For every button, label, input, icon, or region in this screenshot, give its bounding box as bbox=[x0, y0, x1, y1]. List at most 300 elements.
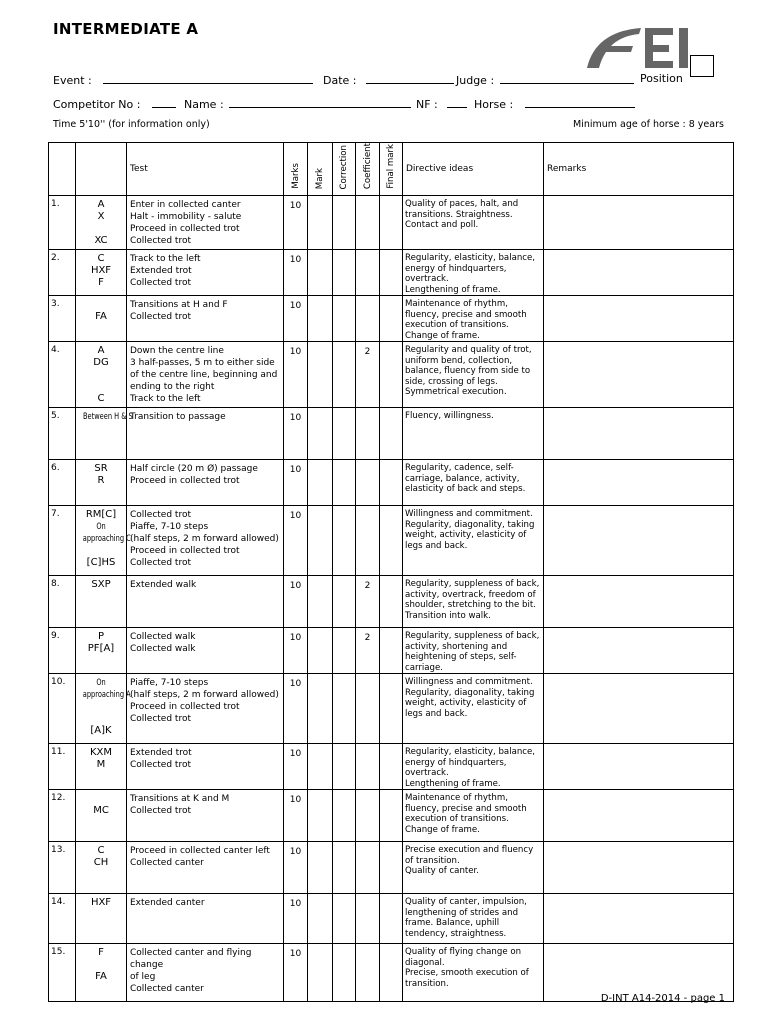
coefficient-value bbox=[356, 250, 380, 296]
directive-line: Lengthening of frame. bbox=[405, 778, 501, 789]
test-line: Extended trot bbox=[130, 266, 192, 277]
movement-number bbox=[49, 196, 76, 250]
table-body bbox=[49, 196, 734, 1002]
coefficient-value bbox=[356, 894, 380, 944]
movement-number-text: 3. bbox=[51, 299, 60, 310]
test-line: Collected walk bbox=[130, 644, 196, 655]
directive-line: frame. Balance, uphill bbox=[405, 918, 500, 929]
test-line: Down the centre line bbox=[130, 346, 224, 357]
test-line: 3 half-passes, 5 m to either side bbox=[130, 358, 275, 369]
header-directive: Directive ideas bbox=[403, 143, 544, 196]
mark-input-cell[interactable] bbox=[308, 408, 333, 460]
coefficient-value bbox=[356, 296, 380, 342]
directive-ideas bbox=[403, 460, 544, 506]
coefficient-value bbox=[356, 944, 380, 1002]
mark-input-cell[interactable] bbox=[308, 576, 333, 628]
letter-line: SR bbox=[94, 463, 108, 475]
date-input-line[interactable] bbox=[366, 72, 454, 84]
remarks-input-cell[interactable] bbox=[544, 296, 734, 342]
coefficient-value bbox=[356, 744, 380, 790]
directive-line: Lengthening of frame. bbox=[405, 284, 501, 295]
test-line: Extended canter bbox=[130, 898, 205, 909]
movement-number bbox=[49, 506, 76, 576]
final-mark-input-cell[interactable] bbox=[380, 744, 403, 790]
max-marks: 10 bbox=[284, 342, 308, 408]
header-mark: Mark bbox=[308, 143, 333, 196]
test-line: Proceed in collected trot bbox=[130, 546, 240, 557]
directive-line: Precise, smooth execution of bbox=[405, 968, 529, 979]
letter-line bbox=[76, 701, 126, 713]
letter-line: MC bbox=[93, 805, 109, 817]
header-test: Test bbox=[127, 143, 284, 196]
remarks-input-cell[interactable] bbox=[544, 576, 734, 628]
movement-number-text: 12. bbox=[51, 793, 66, 804]
directive-line: fluency, precise and smooth bbox=[405, 803, 527, 814]
final-mark-input-cell[interactable] bbox=[380, 408, 403, 460]
remarks-input-cell[interactable] bbox=[544, 408, 734, 460]
final-mark-input-cell[interactable] bbox=[380, 342, 403, 408]
letter-line: On bbox=[96, 522, 106, 533]
max-marks: 10 bbox=[284, 842, 308, 894]
header-remarks: Remarks bbox=[544, 143, 734, 196]
test-line: Collected canter and flying change bbox=[130, 948, 252, 971]
arena-letters bbox=[76, 842, 127, 894]
correction-input-cell[interactable] bbox=[333, 460, 356, 506]
test-description bbox=[127, 506, 284, 576]
mark-input-cell[interactable] bbox=[308, 296, 333, 342]
directive-line: Change of frame. bbox=[405, 824, 480, 835]
event-label: Event : bbox=[53, 74, 92, 87]
mark-input-cell[interactable] bbox=[308, 628, 333, 674]
mark-input-cell[interactable] bbox=[308, 842, 333, 894]
event-field[interactable] bbox=[53, 72, 313, 87]
max-marks: 10 bbox=[284, 196, 308, 250]
test-line: Collected trot bbox=[130, 236, 191, 247]
movement-number-text: 15. bbox=[51, 947, 66, 958]
letter-line: Between H & S bbox=[83, 412, 133, 423]
final-mark-input-cell[interactable] bbox=[380, 944, 403, 1002]
movement-number bbox=[49, 628, 76, 674]
arena-letters bbox=[76, 296, 127, 342]
arena-letters bbox=[76, 790, 127, 842]
directive-line: overtrack. bbox=[405, 768, 449, 779]
directive-line: Quality of canter. bbox=[405, 866, 480, 877]
test-description bbox=[127, 342, 284, 408]
correction-input-cell[interactable] bbox=[333, 576, 356, 628]
name-label: Name : bbox=[184, 98, 224, 111]
coefficient-value: 2 bbox=[356, 342, 380, 408]
directive-line: Transition into walk. bbox=[405, 610, 491, 621]
mark-input-cell[interactable] bbox=[308, 460, 333, 506]
remarks-input-cell[interactable] bbox=[544, 894, 734, 944]
test-line: of leg bbox=[130, 972, 156, 983]
test-line: ending to the right bbox=[130, 382, 215, 393]
letter-line: PF[A] bbox=[87, 643, 115, 655]
judge-input-line[interactable] bbox=[500, 72, 634, 84]
test-description bbox=[127, 894, 284, 944]
correction-input-cell[interactable] bbox=[333, 408, 356, 460]
max-marks: 10 bbox=[284, 944, 308, 1002]
mark-input-cell[interactable] bbox=[308, 506, 333, 576]
movement-number bbox=[49, 408, 76, 460]
directive-line: Fluency, willingness. bbox=[405, 411, 494, 422]
test-line: Transitions at H and F bbox=[130, 300, 228, 311]
letter-line-wrap bbox=[76, 533, 131, 545]
movement-number bbox=[49, 674, 76, 744]
remarks-input-cell[interactable] bbox=[544, 744, 734, 790]
directive-line: activity, overtrack, freedom of bbox=[405, 589, 536, 600]
directive-line: fluency, precise and smooth bbox=[405, 309, 527, 320]
mark-input-cell[interactable] bbox=[308, 894, 333, 944]
correction-input-cell[interactable] bbox=[333, 506, 356, 576]
mark-input-cell[interactable] bbox=[308, 944, 333, 1002]
movement-number bbox=[49, 744, 76, 790]
arena-letters bbox=[76, 342, 127, 408]
movement-number-text: 2. bbox=[51, 253, 60, 264]
max-marks: 10 bbox=[284, 506, 308, 576]
final-mark-input-cell[interactable] bbox=[380, 628, 403, 674]
letter-line-wrap bbox=[76, 411, 133, 423]
directive-line: weight, activity, elasticity of bbox=[405, 698, 527, 709]
horse-label: Horse : bbox=[474, 98, 514, 111]
directive-line: uniform bend, collection, bbox=[405, 355, 513, 366]
nf-field[interactable] bbox=[416, 96, 467, 111]
mark-input-cell[interactable] bbox=[308, 790, 333, 842]
correction-input-cell[interactable] bbox=[333, 842, 356, 894]
movement-number bbox=[49, 460, 76, 506]
table-row bbox=[49, 342, 734, 408]
directive-line: shoulder, stretching to the bit. bbox=[405, 600, 536, 611]
movement-number-text: 10. bbox=[51, 677, 66, 688]
directive-line: Regularity, diagonality, taking bbox=[405, 519, 535, 530]
movement-number bbox=[49, 944, 76, 1002]
directive-line: Willingness and commitment. bbox=[405, 509, 533, 520]
final-mark-input-cell[interactable] bbox=[380, 842, 403, 894]
test-line: Track to the left bbox=[130, 254, 201, 265]
test-line: Proceed in collected canter left bbox=[130, 846, 270, 857]
test-line: Extended trot bbox=[130, 748, 192, 759]
table-row bbox=[49, 674, 734, 744]
letter-line bbox=[76, 545, 126, 557]
movement-number-text: 11. bbox=[51, 747, 66, 758]
mark-input-cell[interactable] bbox=[308, 342, 333, 408]
correction-input-cell[interactable] bbox=[333, 744, 356, 790]
test-line: Collected trot bbox=[130, 558, 191, 569]
directive-ideas bbox=[403, 408, 544, 460]
letter-line: A bbox=[97, 345, 105, 357]
event-input-line[interactable] bbox=[103, 72, 313, 84]
letter-line: DG bbox=[93, 357, 109, 369]
remarks-input-cell[interactable] bbox=[544, 628, 734, 674]
movement-number bbox=[49, 250, 76, 296]
correction-input-cell[interactable] bbox=[333, 790, 356, 842]
final-mark-input-cell[interactable] bbox=[380, 674, 403, 744]
coefficient-value bbox=[356, 506, 380, 576]
mark-input-cell[interactable] bbox=[308, 674, 333, 744]
arena-letters bbox=[76, 944, 127, 1002]
max-marks: 10 bbox=[284, 576, 308, 628]
coefficient-value bbox=[356, 408, 380, 460]
competitor-input-line[interactable] bbox=[152, 96, 176, 108]
mark-input-cell[interactable] bbox=[308, 744, 333, 790]
directive-line: Contact and poll. bbox=[405, 220, 479, 231]
position-box[interactable] bbox=[690, 55, 714, 77]
letter-line: [C]HS bbox=[86, 557, 116, 569]
directive-line: Regularity, elasticity, balance, bbox=[405, 747, 536, 758]
arena-letters bbox=[76, 894, 127, 944]
directive-line: Regularity, elasticity, balance, bbox=[405, 253, 536, 264]
max-marks: 10 bbox=[284, 674, 308, 744]
directive-line: legs and back. bbox=[405, 540, 468, 551]
max-marks: 10 bbox=[284, 894, 308, 944]
directive-ideas bbox=[403, 250, 544, 296]
judge-label: Judge : bbox=[456, 74, 495, 87]
final-mark-input-cell[interactable] bbox=[380, 196, 403, 250]
test-description bbox=[127, 944, 284, 1002]
arena-letters bbox=[76, 460, 127, 506]
movement-number bbox=[49, 576, 76, 628]
date-field[interactable] bbox=[323, 72, 454, 87]
table-row bbox=[49, 894, 734, 944]
directive-line: Quality of paces, halt, and bbox=[405, 199, 519, 210]
movement-number-text: 9. bbox=[51, 631, 60, 642]
directive-ideas bbox=[403, 944, 544, 1002]
correction-input-cell[interactable] bbox=[333, 250, 356, 296]
final-mark-input-cell[interactable] bbox=[380, 506, 403, 576]
movement-number-text: 7. bbox=[51, 509, 60, 520]
final-mark-input-cell[interactable] bbox=[380, 576, 403, 628]
letter-line bbox=[76, 223, 126, 235]
test-line: Collected walk bbox=[130, 632, 196, 643]
table-row bbox=[49, 628, 734, 674]
judge-field[interactable] bbox=[456, 72, 634, 87]
remarks-input-cell[interactable] bbox=[544, 506, 734, 576]
directive-line: Regularity, diagonality, taking bbox=[405, 687, 535, 698]
nf-input-line[interactable] bbox=[447, 96, 467, 108]
test-description bbox=[127, 628, 284, 674]
letter-line: approaching A bbox=[82, 690, 131, 701]
directive-ideas bbox=[403, 790, 544, 842]
test-line: Halt - immobility - salute bbox=[130, 212, 242, 223]
directive-line: Regularity, cadence, self- bbox=[405, 463, 514, 474]
letter-line: FA bbox=[95, 971, 107, 983]
directive-line: legs and back. bbox=[405, 708, 468, 719]
coefficient-value: 2 bbox=[356, 628, 380, 674]
arena-letters bbox=[76, 250, 127, 296]
letter-line: A bbox=[97, 199, 105, 211]
correction-input-cell[interactable] bbox=[333, 196, 356, 250]
test-line: Track to the left bbox=[130, 394, 201, 405]
letter-line: SXP bbox=[91, 579, 111, 591]
letter-line: On bbox=[96, 678, 106, 689]
final-mark-input-cell[interactable] bbox=[380, 250, 403, 296]
test-line: Proceed in collected trot bbox=[130, 702, 240, 713]
directive-line: Quality of canter, impulsion, bbox=[405, 897, 527, 908]
test-description bbox=[127, 790, 284, 842]
directive-ideas bbox=[403, 842, 544, 894]
movement-number-text: 14. bbox=[51, 897, 66, 908]
correction-input-cell[interactable] bbox=[333, 944, 356, 1002]
horse-input-line[interactable] bbox=[525, 96, 635, 108]
remarks-input-cell[interactable] bbox=[544, 460, 734, 506]
directive-ideas bbox=[403, 744, 544, 790]
max-marks: 10 bbox=[284, 296, 308, 342]
directive-line: transitions. Straightness. bbox=[405, 209, 513, 220]
competitor-field[interactable] bbox=[53, 96, 176, 111]
letter-line: FA bbox=[95, 311, 107, 323]
test-description bbox=[127, 296, 284, 342]
test-line: Half circle (20 m Ø) passage bbox=[130, 464, 258, 475]
letter-line: M bbox=[96, 759, 106, 771]
max-marks: 10 bbox=[284, 250, 308, 296]
remarks-input-cell[interactable] bbox=[544, 342, 734, 408]
nf-label: NF : bbox=[416, 98, 438, 111]
test-line: Collected trot bbox=[130, 806, 191, 817]
mark-input-cell[interactable] bbox=[308, 250, 333, 296]
test-description bbox=[127, 250, 284, 296]
movement-number bbox=[49, 296, 76, 342]
letter-line: [A]K bbox=[90, 725, 112, 737]
test-description bbox=[127, 408, 284, 460]
directive-line: activity, shortening and bbox=[405, 641, 508, 652]
correction-input-cell[interactable] bbox=[333, 894, 356, 944]
header-marks: Marks bbox=[284, 143, 308, 196]
test-line: Enter in collected canter bbox=[130, 200, 241, 211]
mark-input-cell[interactable] bbox=[308, 196, 333, 250]
letter-line: CH bbox=[93, 857, 109, 869]
letter-line-wrap bbox=[76, 677, 126, 689]
coefficient-value bbox=[356, 842, 380, 894]
name-field[interactable] bbox=[184, 96, 411, 111]
directive-line: balance, fluency from side to bbox=[405, 366, 531, 377]
coefficient-value bbox=[356, 790, 380, 842]
test-line: Collected canter bbox=[130, 984, 204, 995]
correction-input-cell[interactable] bbox=[333, 296, 356, 342]
final-mark-input-cell[interactable] bbox=[380, 296, 403, 342]
letter-line: KXM bbox=[89, 747, 113, 759]
max-marks: 10 bbox=[284, 628, 308, 674]
header-letters bbox=[76, 143, 127, 196]
movement-number-text: 5. bbox=[51, 411, 60, 422]
letter-line: R bbox=[97, 475, 105, 487]
test-line: Transitions at K and M bbox=[130, 794, 230, 805]
test-line: Collected trot bbox=[130, 510, 191, 521]
remarks-input-cell[interactable] bbox=[544, 790, 734, 842]
remarks-input-cell[interactable] bbox=[544, 674, 734, 744]
directive-line: overtrack. bbox=[405, 274, 449, 285]
max-marks: 10 bbox=[284, 744, 308, 790]
correction-input-cell[interactable] bbox=[333, 342, 356, 408]
directive-line: heightening of steps, self- bbox=[405, 652, 517, 663]
test-line: Collected trot bbox=[130, 714, 191, 725]
final-mark-input-cell[interactable] bbox=[380, 790, 403, 842]
arena-letters bbox=[76, 744, 127, 790]
test-line: Collected trot bbox=[130, 278, 191, 289]
letter-line: RM[C] bbox=[85, 509, 117, 521]
test-line: Proceed in collected trot bbox=[130, 476, 240, 487]
letter-line: approaching C bbox=[82, 534, 131, 545]
correction-input-cell[interactable] bbox=[333, 674, 356, 744]
directive-line: carriage, balance, activity, bbox=[405, 473, 520, 484]
movement-number-text: 4. bbox=[51, 345, 60, 356]
directive-ideas bbox=[403, 674, 544, 744]
directive-line: lengthening of strides and bbox=[405, 907, 519, 918]
letter-line: F bbox=[98, 277, 104, 289]
test-description bbox=[127, 460, 284, 506]
test-sheet-table bbox=[48, 142, 734, 1002]
table-row bbox=[49, 790, 734, 842]
movement-number bbox=[49, 842, 76, 894]
directive-line: elasticity of back and steps. bbox=[405, 484, 526, 495]
movement-number bbox=[49, 790, 76, 842]
arena-letters bbox=[76, 628, 127, 674]
correction-input-cell[interactable] bbox=[333, 628, 356, 674]
directive-ideas bbox=[403, 196, 544, 250]
test-description bbox=[127, 744, 284, 790]
test-line: Piaffe, 7-10 steps bbox=[130, 678, 209, 689]
movement-number bbox=[49, 894, 76, 944]
min-age-note: Minimum age of horse : 8 years bbox=[573, 119, 724, 130]
max-marks: 10 bbox=[284, 460, 308, 506]
directive-ideas bbox=[403, 506, 544, 576]
table-row bbox=[49, 506, 734, 576]
letter-line bbox=[76, 369, 126, 381]
letter-line: HXF bbox=[90, 265, 112, 277]
directive-line: Precise execution and fluency bbox=[405, 845, 534, 856]
test-line: Piaffe, 7-10 steps bbox=[130, 522, 209, 533]
remarks-input-cell[interactable] bbox=[544, 196, 734, 250]
test-line: Collected trot bbox=[130, 760, 191, 771]
directive-line: energy of hindquarters, bbox=[405, 757, 507, 768]
coefficient-value: 2 bbox=[356, 576, 380, 628]
movement-number-text: 13. bbox=[51, 845, 66, 856]
max-marks: 10 bbox=[284, 790, 308, 842]
letter-line bbox=[76, 299, 126, 311]
final-mark-input-cell[interactable] bbox=[380, 460, 403, 506]
directive-ideas bbox=[403, 296, 544, 342]
position-label: Position bbox=[640, 72, 683, 85]
date-label: Date : bbox=[323, 74, 357, 87]
remarks-input-cell[interactable] bbox=[544, 842, 734, 894]
test-description bbox=[127, 196, 284, 250]
horse-field[interactable] bbox=[474, 96, 635, 111]
remarks-input-cell[interactable] bbox=[544, 250, 734, 296]
test-line: Transition to passage bbox=[130, 412, 226, 423]
header-coefficient: Coefficient bbox=[356, 143, 380, 196]
arena-letters bbox=[76, 196, 127, 250]
test-line: (half steps, 2 m forward allowed) bbox=[130, 690, 279, 701]
movement-number-text: 8. bbox=[51, 579, 60, 590]
letter-line: X bbox=[97, 211, 105, 223]
arena-letters bbox=[76, 506, 131, 576]
page-title: INTERMEDIATE A bbox=[53, 20, 199, 38]
max-marks: 10 bbox=[284, 408, 308, 460]
test-line: Proceed in collected trot bbox=[130, 224, 240, 235]
arena-letters bbox=[76, 674, 131, 744]
test-line: (half steps, 2 m forward allowed) bbox=[130, 534, 279, 545]
header-final-mark: Final mark bbox=[380, 143, 403, 196]
arena-letters bbox=[76, 576, 127, 628]
directive-ideas bbox=[403, 894, 544, 944]
final-mark-input-cell[interactable] bbox=[380, 894, 403, 944]
competitor-label: Competitor No : bbox=[53, 98, 141, 111]
test-description bbox=[127, 576, 284, 628]
name-input-line[interactable] bbox=[229, 96, 411, 108]
letter-line bbox=[76, 959, 126, 971]
directive-line: execution of transitions. bbox=[405, 320, 509, 331]
directive-line: carriage. bbox=[405, 662, 444, 673]
table-row bbox=[49, 576, 734, 628]
